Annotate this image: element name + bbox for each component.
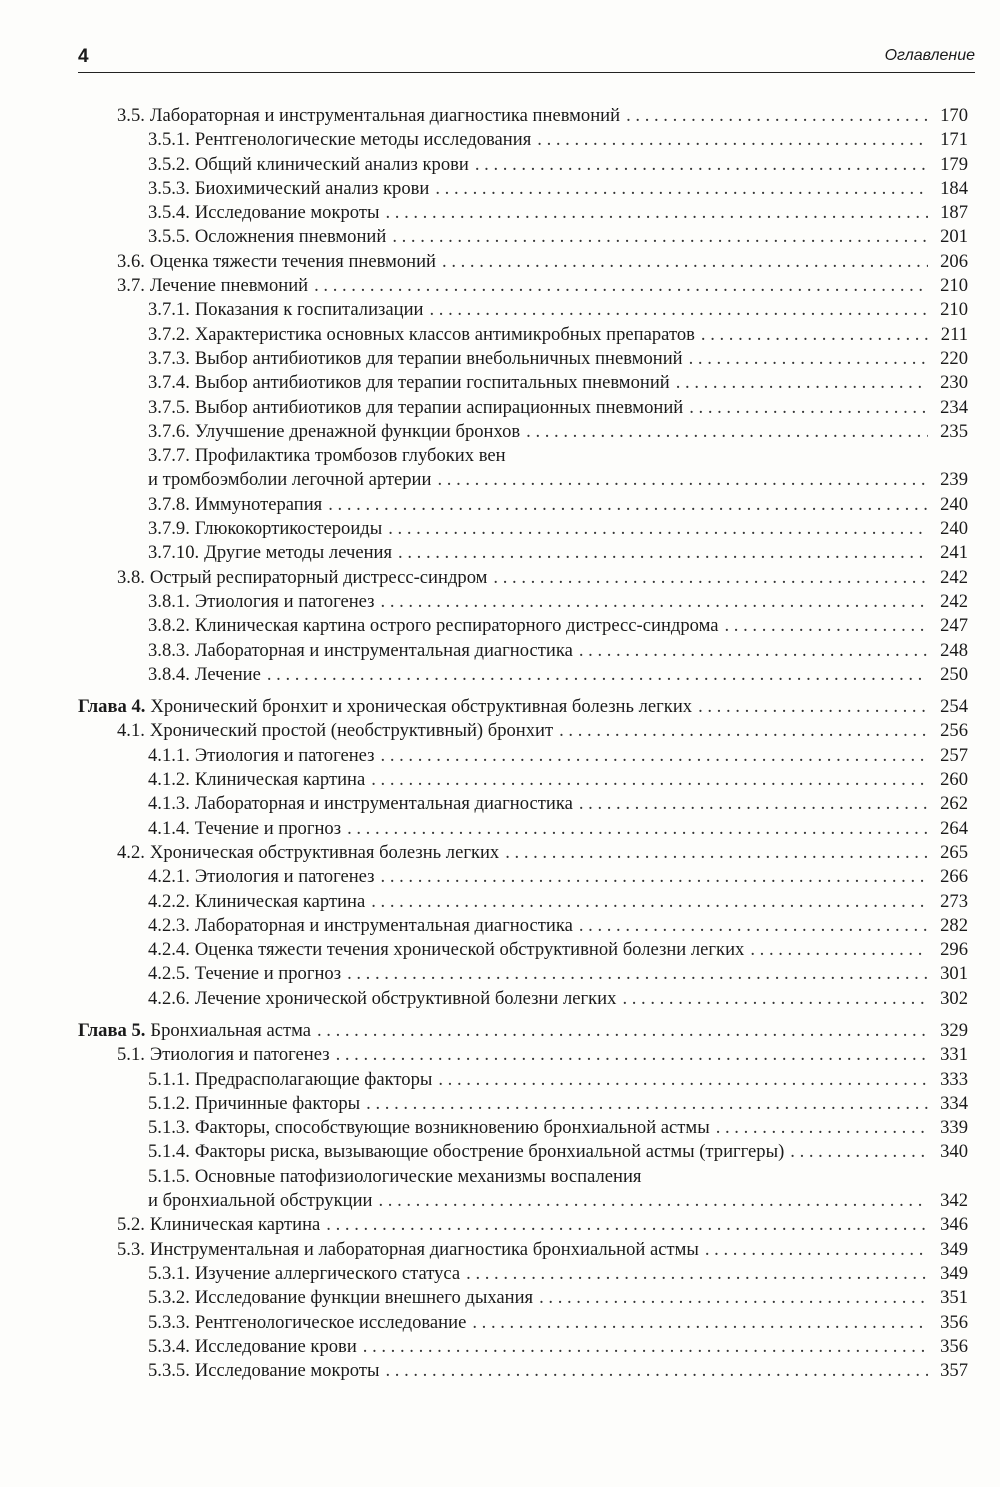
toc-entry[interactable] [78,768,968,792]
toc-entry-number: 3.7.6. [148,420,190,442]
toc-entry-page: 211 [940,323,968,345]
toc-entry[interactable] [78,420,968,444]
toc-entry-number: 4.2. [117,841,145,863]
toc-entry-number: 5.2. [117,1214,145,1236]
toc-entry-title: Рентгенологические методы исследования [194,129,532,151]
toc-entry-continuation[interactable] [78,1189,968,1213]
toc-entry-title: Факторы риска, вызывающие обострение бронхиальной астмы (триггеры) [194,1141,785,1163]
dot-leader [579,792,928,816]
toc-entry-page: 340 [940,1141,968,1163]
dot-leader [314,274,928,298]
toc-entry[interactable] [78,323,968,347]
toc-entry-page: 357 [940,1360,968,1382]
toc-entry-number: Глава 4. [78,696,146,718]
toc-entry-number: 4.1.3. [148,793,190,815]
toc-entry-page: 235 [940,420,968,442]
toc-entry-title: Клиническая картина острого респираторного дистресс-синдрома [194,615,719,637]
toc-entry-number: 3.5.5. [148,226,190,248]
toc-entry-page: 179 [940,153,968,175]
running-title: Оглавление [884,47,975,64]
toc-entry-page: 356 [940,1335,968,1357]
toc-entry-title: Причинные факторы [194,1092,361,1114]
toc-entry[interactable] [78,396,968,420]
toc-entry[interactable] [78,639,968,663]
toc-entry-number: 5.1.3. [148,1117,190,1139]
toc-entry-title: Выбор антибиотиков для терапии аспирационных пневмоний [194,396,684,418]
toc-entry-title: Течение и прогноз [194,963,342,985]
toc-entry-page: 187 [940,202,968,224]
toc-entry-title: Предрасполагающие факторы [194,1068,433,1090]
toc-entry-title: Лабораторная и инструментальная диагностика пневмоний [149,105,621,126]
toc-entry-page: 260 [940,769,968,791]
toc-entry-title: Иммунотерапия [194,493,323,515]
dot-leader [371,768,928,792]
toc-entry-page: 240 [940,518,968,540]
dot-leader [347,962,928,986]
dot-leader [466,1262,928,1286]
toc-entry-number: 5.3. [117,1238,145,1260]
toc-entry[interactable] [78,1116,968,1140]
dot-leader [622,987,928,1011]
toc-entry-page: 254 [940,696,968,718]
toc-entry[interactable] [78,225,968,249]
toc-entry[interactable] [78,817,968,841]
toc-entry[interactable] [78,590,968,614]
toc-entry[interactable] [78,987,968,1011]
toc-entry-page: 351 [940,1287,968,1309]
toc-entry-page: 282 [940,914,968,936]
dot-leader [705,1238,928,1262]
dot-leader [689,396,928,420]
toc-entry-number: 4.2.1. [148,866,190,888]
dot-leader [725,614,929,638]
toc-chapter-entry[interactable] [78,695,968,719]
toc-entry-title: Рентгенологическое исследование [194,1311,467,1333]
toc-entry[interactable] [78,1359,968,1383]
dot-leader [750,938,928,962]
toc-entry[interactable] [78,201,968,225]
toc-entry[interactable] [78,298,968,322]
toc-entry-page: 333 [940,1068,968,1090]
toc-entry-number: 3.8.2. [148,615,190,637]
toc-entry-number: 4.1.2. [148,769,190,791]
toc-entry-title: Характеристика основных классов антимикробных препаратов [194,323,695,345]
dot-leader [388,517,928,541]
toc-entry-title: Этиология и патогенез [149,1044,330,1066]
toc-entry-title: Биохимический анализ крови [194,177,430,199]
toc-entry[interactable] [78,1311,968,1335]
toc-entry[interactable] [78,493,968,517]
dot-leader [429,298,928,322]
toc-entry[interactable] [78,938,968,962]
toc-entry-title: Этиология и патогенез [194,590,375,612]
toc-entry-page: 250 [940,663,968,685]
toc-entry[interactable] [78,792,968,816]
dot-leader [526,420,928,444]
dot-leader [371,890,928,914]
toc-entry[interactable] [78,250,968,274]
dot-leader [579,639,928,663]
toc-entry-title: Течение и прогноз [194,817,342,839]
toc-entry-title: Лечение [194,663,261,685]
dot-leader [579,914,928,938]
toc-entry-number: 3.7.3. [148,347,190,369]
toc-entry-number: 5.1. [117,1044,145,1066]
dot-leader [701,323,928,347]
toc-entry-title: Лабораторная и инструментальная диагностика [194,914,573,936]
dot-leader [317,1019,928,1043]
toc-entry-page: 210 [940,275,968,297]
toc-entry[interactable] [78,104,968,128]
toc-entry-number: 4.1.4. [148,817,190,839]
toc-entry-page: 257 [940,744,968,766]
dot-leader [435,177,928,201]
toc-entry-page: 242 [940,566,968,588]
toc-entry-page: 242 [940,590,968,612]
toc-entry-page: 356 [940,1311,968,1333]
toc-entry-number: 5.1.1. [148,1068,190,1090]
toc-entry-title: Исследование крови [194,1335,357,1357]
toc-entry-page: 210 [940,299,968,321]
toc-entry-number: 5.1.4. [148,1141,190,1163]
toc-entry-title: Показания к госпитализации [194,299,424,321]
toc-entry-number: 3.5.4. [148,202,190,224]
dot-leader [392,225,928,249]
toc-entry-page: 301 [940,963,968,985]
toc-entry-page: 329 [940,1019,968,1041]
toc-entry-number: 3.5. [117,105,145,126]
running-header [78,44,975,73]
toc-entry-title: Исследование мокроты [194,1360,380,1382]
toc-entry-page: 201 [940,226,968,248]
toc-entry-number: 3.7.5. [148,396,190,418]
toc-entry-title: Хронический бронхит и хроническая обструктивная болезнь легких [150,696,693,718]
toc-entry-continuation[interactable] [78,468,968,492]
toc-entry-page: 256 [940,720,968,742]
toc-entry-title: Клиническая картина [149,1214,321,1236]
dot-leader [363,1335,928,1359]
toc-entry-number: 5.3.5. [148,1360,190,1382]
toc-entry[interactable] [78,719,968,743]
toc-entry-title: Исследование мокроты [194,202,380,224]
toc-entry-page: 220 [940,347,968,369]
toc-entry-number: 3.7.8. [148,493,190,515]
toc-entry[interactable] [78,1092,968,1116]
toc-entry-page: 349 [940,1238,968,1260]
toc-entry[interactable] [78,541,968,565]
dot-leader [790,1140,928,1164]
toc-entry-title: Лабораторная и инструментальная диагностика [194,793,573,815]
toc-entry[interactable] [78,517,968,541]
toc-entry-page: 346 [940,1214,968,1236]
toc-entry[interactable] [78,347,968,371]
toc-entry-page: 264 [940,817,968,839]
toc-entry-number: 4.1.1. [148,744,190,766]
dot-leader [381,865,928,889]
dot-leader [676,371,928,395]
toc-entry-number: 4.2.6. [148,987,190,1009]
toc-entry-number: 3.7.9. [148,518,190,540]
page-number: 4 [78,46,89,67]
dot-leader [472,1311,928,1335]
toc-entry-title: Общий клинический анализ крови [194,153,469,175]
dot-leader [505,841,928,865]
toc-entry[interactable] [78,890,968,914]
dot-leader [267,663,928,687]
dot-leader [347,817,928,841]
toc-entry[interactable] [78,566,968,590]
dot-leader [336,1043,928,1067]
toc-entry-number: 3.7.2. [148,323,190,345]
dot-leader [559,719,928,743]
toc-entry-number: 5.1.2. [148,1092,190,1114]
toc-entry-page: 334 [940,1092,968,1114]
toc-entry-continuation-text: и бронхиальной обструкции [148,1190,373,1212]
toc-entry-title: Лабораторная и инструментальная диагностика [194,639,573,661]
toc-entry-page: 339 [940,1117,968,1139]
toc-entry-title: Лечение хронической обструктивной болезни легких [194,987,617,1009]
dot-leader [475,153,928,177]
toc-entry-page: 206 [940,250,968,272]
toc-entry-title: Клиническая картина [194,769,366,791]
toc-entry[interactable] [78,1140,968,1164]
toc-entry-number: 3.7.10. [148,542,200,564]
toc-entry-page: 171 [940,129,968,151]
dot-leader [437,468,928,492]
toc-entry[interactable] [78,1286,968,1310]
dot-leader [381,744,928,768]
toc-entry-number: 3.8.4. [148,663,190,685]
toc-entry-page: 170 [940,105,968,126]
toc-entry-title: Этиология и патогенез [194,866,375,888]
toc-entry-page: 241 [940,542,968,564]
toc-entry-number: 3.5.2. [148,153,190,175]
toc-entry-page: 247 [940,615,968,637]
toc-entry-title: Выбор антибиотиков для терапии внебольничных пневмоний [194,347,683,369]
dot-leader [698,695,928,719]
dot-leader [716,1116,928,1140]
toc-entry[interactable] [78,128,968,152]
toc-entry-number: 4.2.4. [148,939,190,961]
dot-leader [689,347,928,371]
toc-entry[interactable] [78,614,968,638]
toc-entry-page: 265 [940,841,968,863]
toc-entry-page: 296 [940,939,968,961]
toc-entry[interactable] [78,1165,968,1189]
toc-entry-page: 234 [940,396,968,418]
toc-entry-page: 230 [940,372,968,394]
toc-entry-page: 349 [940,1262,968,1284]
toc-entry[interactable] [78,865,968,889]
dot-leader [493,566,928,590]
dot-leader [385,201,928,225]
dot-leader [438,1068,928,1092]
toc-entry-page: 302 [940,987,968,1009]
toc-entry-number: 5.3.4. [148,1335,190,1357]
toc-entry-title: Оценка тяжести течения пневмоний [149,250,437,272]
toc-entry-title: Изучение аллергического статуса [194,1262,461,1284]
toc-entry-number: 3.7. [117,275,145,297]
toc-entry-number: 5.3.3. [148,1311,190,1333]
toc-entry-title: Осложнения пневмоний [194,226,387,248]
dot-leader [539,1286,928,1310]
toc-entry-number: 3.5.1. [148,129,190,151]
toc-entry-title: Другие методы лечения [204,542,393,564]
toc-entry[interactable] [78,1043,968,1067]
toc-entry-number: 3.7.7. [148,445,190,467]
toc-entry-page: 331 [940,1044,968,1066]
dot-leader [385,1359,928,1383]
toc-entry[interactable] [78,744,968,768]
toc-entry-title: Лечение пневмоний [149,275,309,297]
toc-entry-number: 3.7.1. [148,299,190,321]
toc-entry[interactable] [78,177,968,201]
toc-entry-title: Выбор антибиотиков для терапии госпитальных пневмоний [194,372,670,394]
toc-entry[interactable] [78,1068,968,1092]
dot-leader [398,541,928,565]
toc-entry-number: 3.8.1. [148,590,190,612]
toc-entry-number: 5.3.1. [148,1262,190,1284]
toc-entry-page: 262 [940,793,968,815]
toc-entry[interactable] [78,274,968,298]
toc-entry-page: 266 [940,866,968,888]
toc-chapter-entry[interactable] [78,1019,968,1043]
toc-entry[interactable] [78,1335,968,1359]
dot-leader [626,104,928,128]
toc-entry-title: Клиническая картина [194,890,366,912]
toc-entry[interactable] [78,153,968,177]
toc-entry-page: 239 [940,469,968,491]
dot-leader [381,590,928,614]
toc-entry-number: 3.8. [117,566,145,588]
dot-leader [328,493,928,517]
toc-entry-page: 184 [940,177,968,199]
toc-entry-title: Профилактика тромбозов глубоких вен [194,445,506,467]
dot-leader [378,1189,928,1213]
table-of-contents [78,104,968,1383]
toc-entry[interactable] [78,914,968,938]
toc-entry-number: 4.2.2. [148,890,190,912]
toc-entry-number: 3.7.4. [148,372,190,394]
toc-entry-page: 240 [940,493,968,515]
dot-leader [442,250,928,274]
toc-entry-title: Инструментальная и лабораторная диагностика бронхиальной астмы [149,1238,699,1260]
toc-entry-title: Острый респираторный дистресс-синдром [149,566,488,588]
toc-entry-title: Оценка тяжести течения хронической обструктивной болезни легких [194,939,745,961]
toc-entry[interactable] [78,663,968,687]
toc-entry-title: Факторы, способствующие возникновению бронхиальной астмы [194,1117,710,1139]
toc-entry-number: 4.1. [117,720,145,742]
toc-entry[interactable] [78,371,968,395]
toc-entry-title: Хронический простой (необструктивный) бронхит [149,720,554,742]
toc-entry-number: 3.8.3. [148,639,190,661]
toc-entry-number: 5.1.5. [148,1165,190,1187]
toc-entry-title: Хроническая обструктивная болезнь легких [149,841,500,863]
toc-entry-page: 342 [940,1190,968,1212]
toc-entry-number: 3.6. [117,250,145,272]
toc-entry[interactable] [78,841,968,865]
toc-entry-title: Улучшение дренажной функции бронхов [194,420,521,442]
toc-entry-title: Бронхиальная астма [150,1019,311,1041]
toc-entry-page: 273 [940,890,968,912]
toc-entry-number: 4.2.5. [148,963,190,985]
toc-entry-title: Глюкокортикостероиды [194,518,383,540]
toc-entry[interactable] [78,444,968,468]
toc-entry[interactable] [78,1213,968,1237]
toc-entry-title: Исследование функции внешнего дыхания [194,1287,534,1309]
toc-entry-title: Этиология и патогенез [194,744,375,766]
toc-entry-number: 3.5.3. [148,177,190,199]
toc-entry-number: Глава 5. [78,1019,146,1041]
toc-entry-continuation-text: и тромбоэмболии легочной артерии [148,469,432,491]
toc-entry[interactable] [78,1238,968,1262]
toc-entry-number: 4.2.3. [148,914,190,936]
dot-leader [326,1213,928,1237]
toc-entry-title: Основные патофизиологические механизмы воспаления [194,1165,642,1187]
toc-entry-page: 248 [940,639,968,661]
toc-entry[interactable] [78,1262,968,1286]
toc-entry-number: 5.3.2. [148,1287,190,1309]
dot-leader [366,1092,928,1116]
dot-leader [537,128,928,152]
toc-entry[interactable] [78,962,968,986]
